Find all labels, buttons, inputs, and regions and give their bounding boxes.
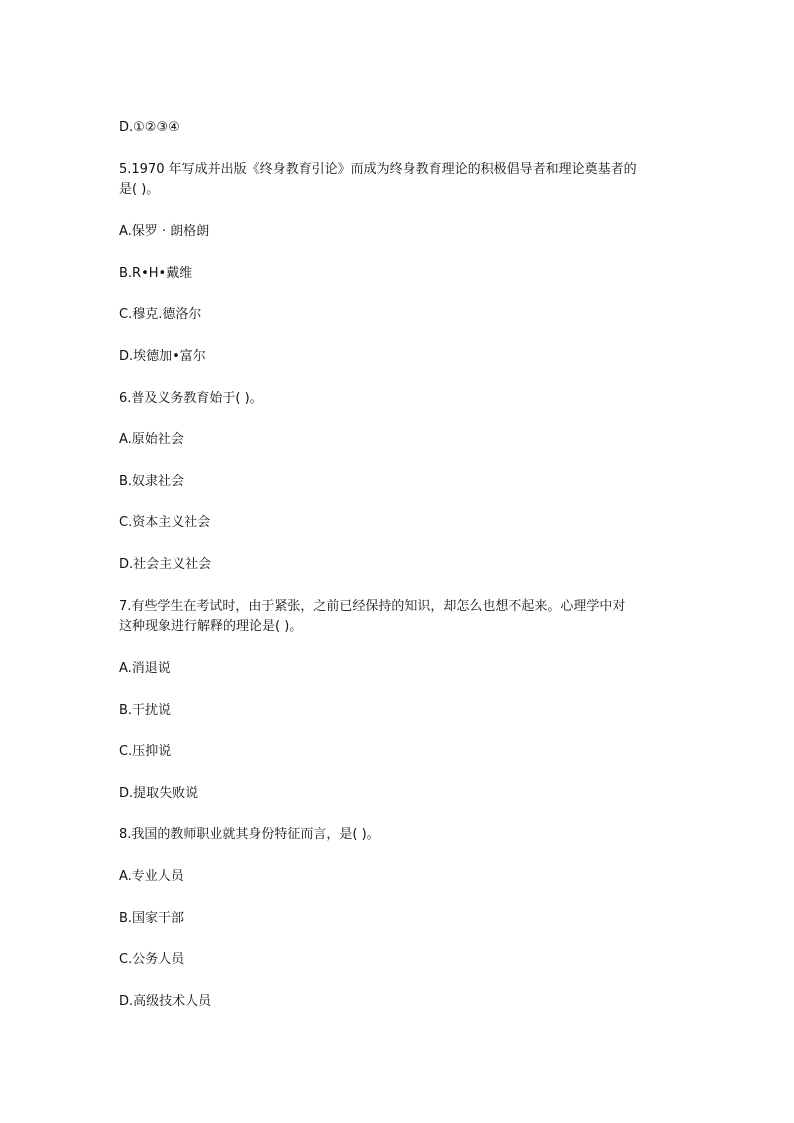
- q6-option-c: C.资本主义社会: [119, 515, 211, 530]
- q5-option-a: A.保罗 · 朗格朗: [119, 224, 210, 239]
- q6-option-b: B.奴隶社会: [119, 474, 185, 489]
- q8-option-a: A.专业人员: [119, 869, 184, 884]
- q5-option-b: B.R•H•戴维: [119, 266, 193, 281]
- q6-option-d: D.社会主义社会: [119, 557, 212, 572]
- q7-option-c: C.压抑说: [119, 744, 172, 759]
- q6-question: 6.普及义务教育始于( )。: [119, 391, 263, 406]
- q5-question-line1: 5.1970 年写成并出版《终身教育引论》而成为终身教育理论的积极倡导者和理论奠基者的: [119, 162, 637, 177]
- q8-option-d: D.高级技术人员: [119, 994, 212, 1009]
- q5-option-c: C.穆克.德洛尔: [119, 307, 202, 322]
- q7-question-line1: 7.有些学生在考试时，由于紧张，之前已经保持的知识，却怎么也想不起来。心理学中对: [119, 599, 626, 614]
- q7-option-a: A.消退说: [119, 661, 171, 676]
- q7-option-d: D.提取失败说: [119, 786, 199, 801]
- q4-option-d: D.①②③④: [119, 120, 180, 135]
- q8-option-b: B.国家干部: [119, 911, 185, 926]
- q8-option-c: C.公务人员: [119, 952, 185, 967]
- q5-option-d: D.埃德加•富尔: [119, 349, 206, 364]
- q5-question-line2: 是( )。: [119, 182, 160, 197]
- q8-question: 8.我国的教师职业就其身份特征而言，是( )。: [119, 827, 380, 842]
- q6-option-a: A.原始社会: [119, 432, 184, 447]
- q7-question-line2: 这种现象进行解释的理论是( )。: [119, 619, 303, 634]
- q7-option-b: B.干扰说: [119, 703, 172, 718]
